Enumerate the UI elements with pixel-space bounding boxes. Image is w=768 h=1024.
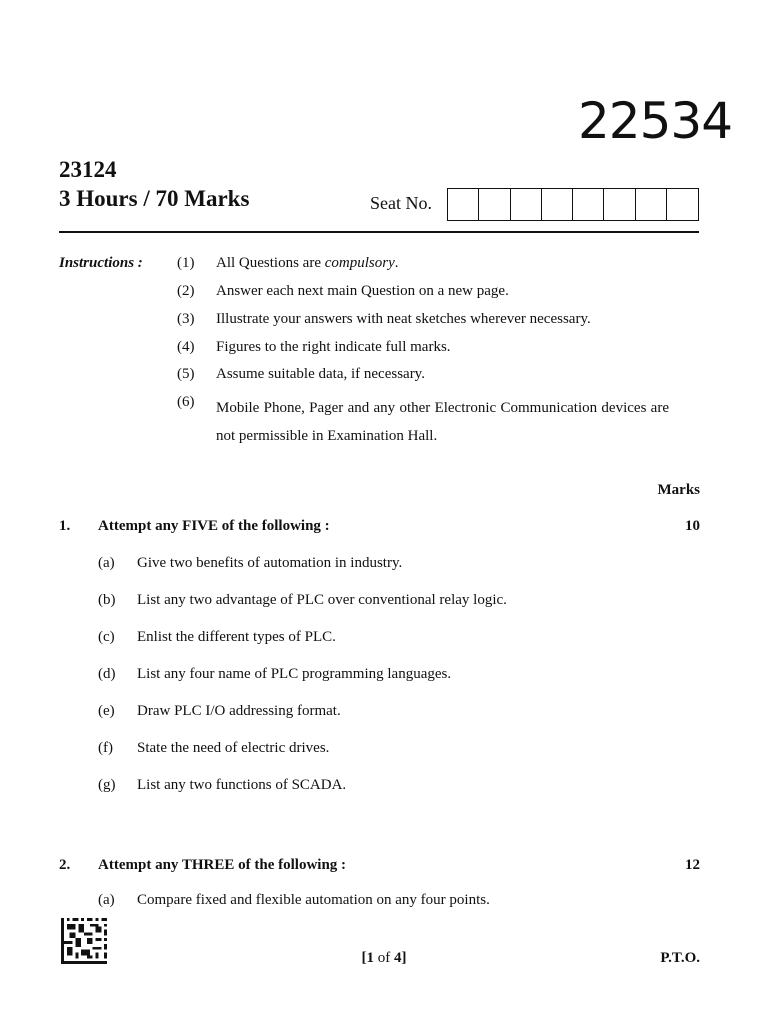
seat-box: [542, 189, 573, 220]
sub-question-label: (f): [98, 740, 113, 756]
instruction-number: (6): [177, 394, 195, 410]
seat-box: [479, 189, 510, 220]
instruction-number: (1): [177, 255, 195, 271]
sub-question-label: (d): [98, 666, 116, 682]
sub-question-label: (b): [98, 592, 116, 608]
sub-question-text: State the need of electric drives.: [137, 740, 330, 756]
sub-question-text: Draw PLC I/O addressing format.: [137, 703, 341, 719]
sub-question-label: (g): [98, 777, 116, 793]
sub-question-text: List any two functions of SCADA.: [137, 777, 347, 793]
instructions-label: Instructions :: [59, 255, 143, 271]
seat-box: [511, 189, 542, 220]
seat-box: [604, 189, 635, 220]
sub-question-text: Enlist the different types of PLC.: [137, 629, 336, 645]
question-marks: 12: [685, 857, 700, 873]
instruction-text: Illustrate your answers with neat sketches wherever necessary.: [216, 311, 591, 327]
sub-question-text: List any four name of PLC programming languages.: [137, 666, 452, 682]
sub-question-label: (e): [98, 703, 115, 719]
sub-question-label: (a): [98, 555, 115, 571]
instruction-number: (5): [177, 366, 195, 382]
seat-number-boxes: [447, 188, 699, 221]
paper-code: 22534: [578, 92, 733, 150]
sub-question-text: List any two advantage of PLC over conventional relay logic.: [137, 592, 507, 608]
instruction-number: (3): [177, 311, 195, 327]
sub-question-text: Compare fixed and flexible automation on any four points.: [137, 892, 490, 908]
subject-code: 23124: [59, 157, 117, 182]
header-divider: [59, 231, 699, 233]
question-number: 1.: [59, 518, 71, 534]
question-title: Attempt any THREE of the following :: [98, 857, 347, 873]
instruction-text: Assume suitable data, if necessary.: [216, 366, 425, 382]
question-marks: 10: [685, 518, 700, 534]
marks-column-heading: Marks: [657, 482, 700, 498]
instruction-text: All Questions are compulsory.: [216, 255, 399, 271]
exam-duration-marks: 3 Hours / 70 Marks: [59, 186, 250, 211]
question-number: 2.: [59, 857, 71, 873]
sub-question-text: Give two benefits of automation in industry.: [137, 555, 403, 571]
seat-box: [667, 189, 698, 220]
seat-box: [636, 189, 667, 220]
instruction-text: Answer each next main Question on a new page.: [216, 283, 509, 299]
please-turn-over: P.T.O.: [660, 950, 700, 966]
seat-box: [448, 189, 479, 220]
instruction-text: Mobile Phone, Pager and any other Electronic Communication devices are not permissible in Examination Hall.: [216, 400, 669, 444]
instruction-number: (2): [177, 283, 195, 299]
instruction-text: Figures to the right indicate full marks.: [216, 339, 451, 355]
seat-box: [573, 189, 604, 220]
sub-question-label: (a): [98, 892, 115, 908]
page-number: [1 of 4]: [361, 950, 407, 966]
seat-number-label: Seat No.: [370, 193, 432, 213]
sub-question-label: (c): [98, 629, 115, 645]
question-title: Attempt any FIVE of the following :: [98, 518, 330, 534]
instruction-number: (4): [177, 339, 195, 355]
